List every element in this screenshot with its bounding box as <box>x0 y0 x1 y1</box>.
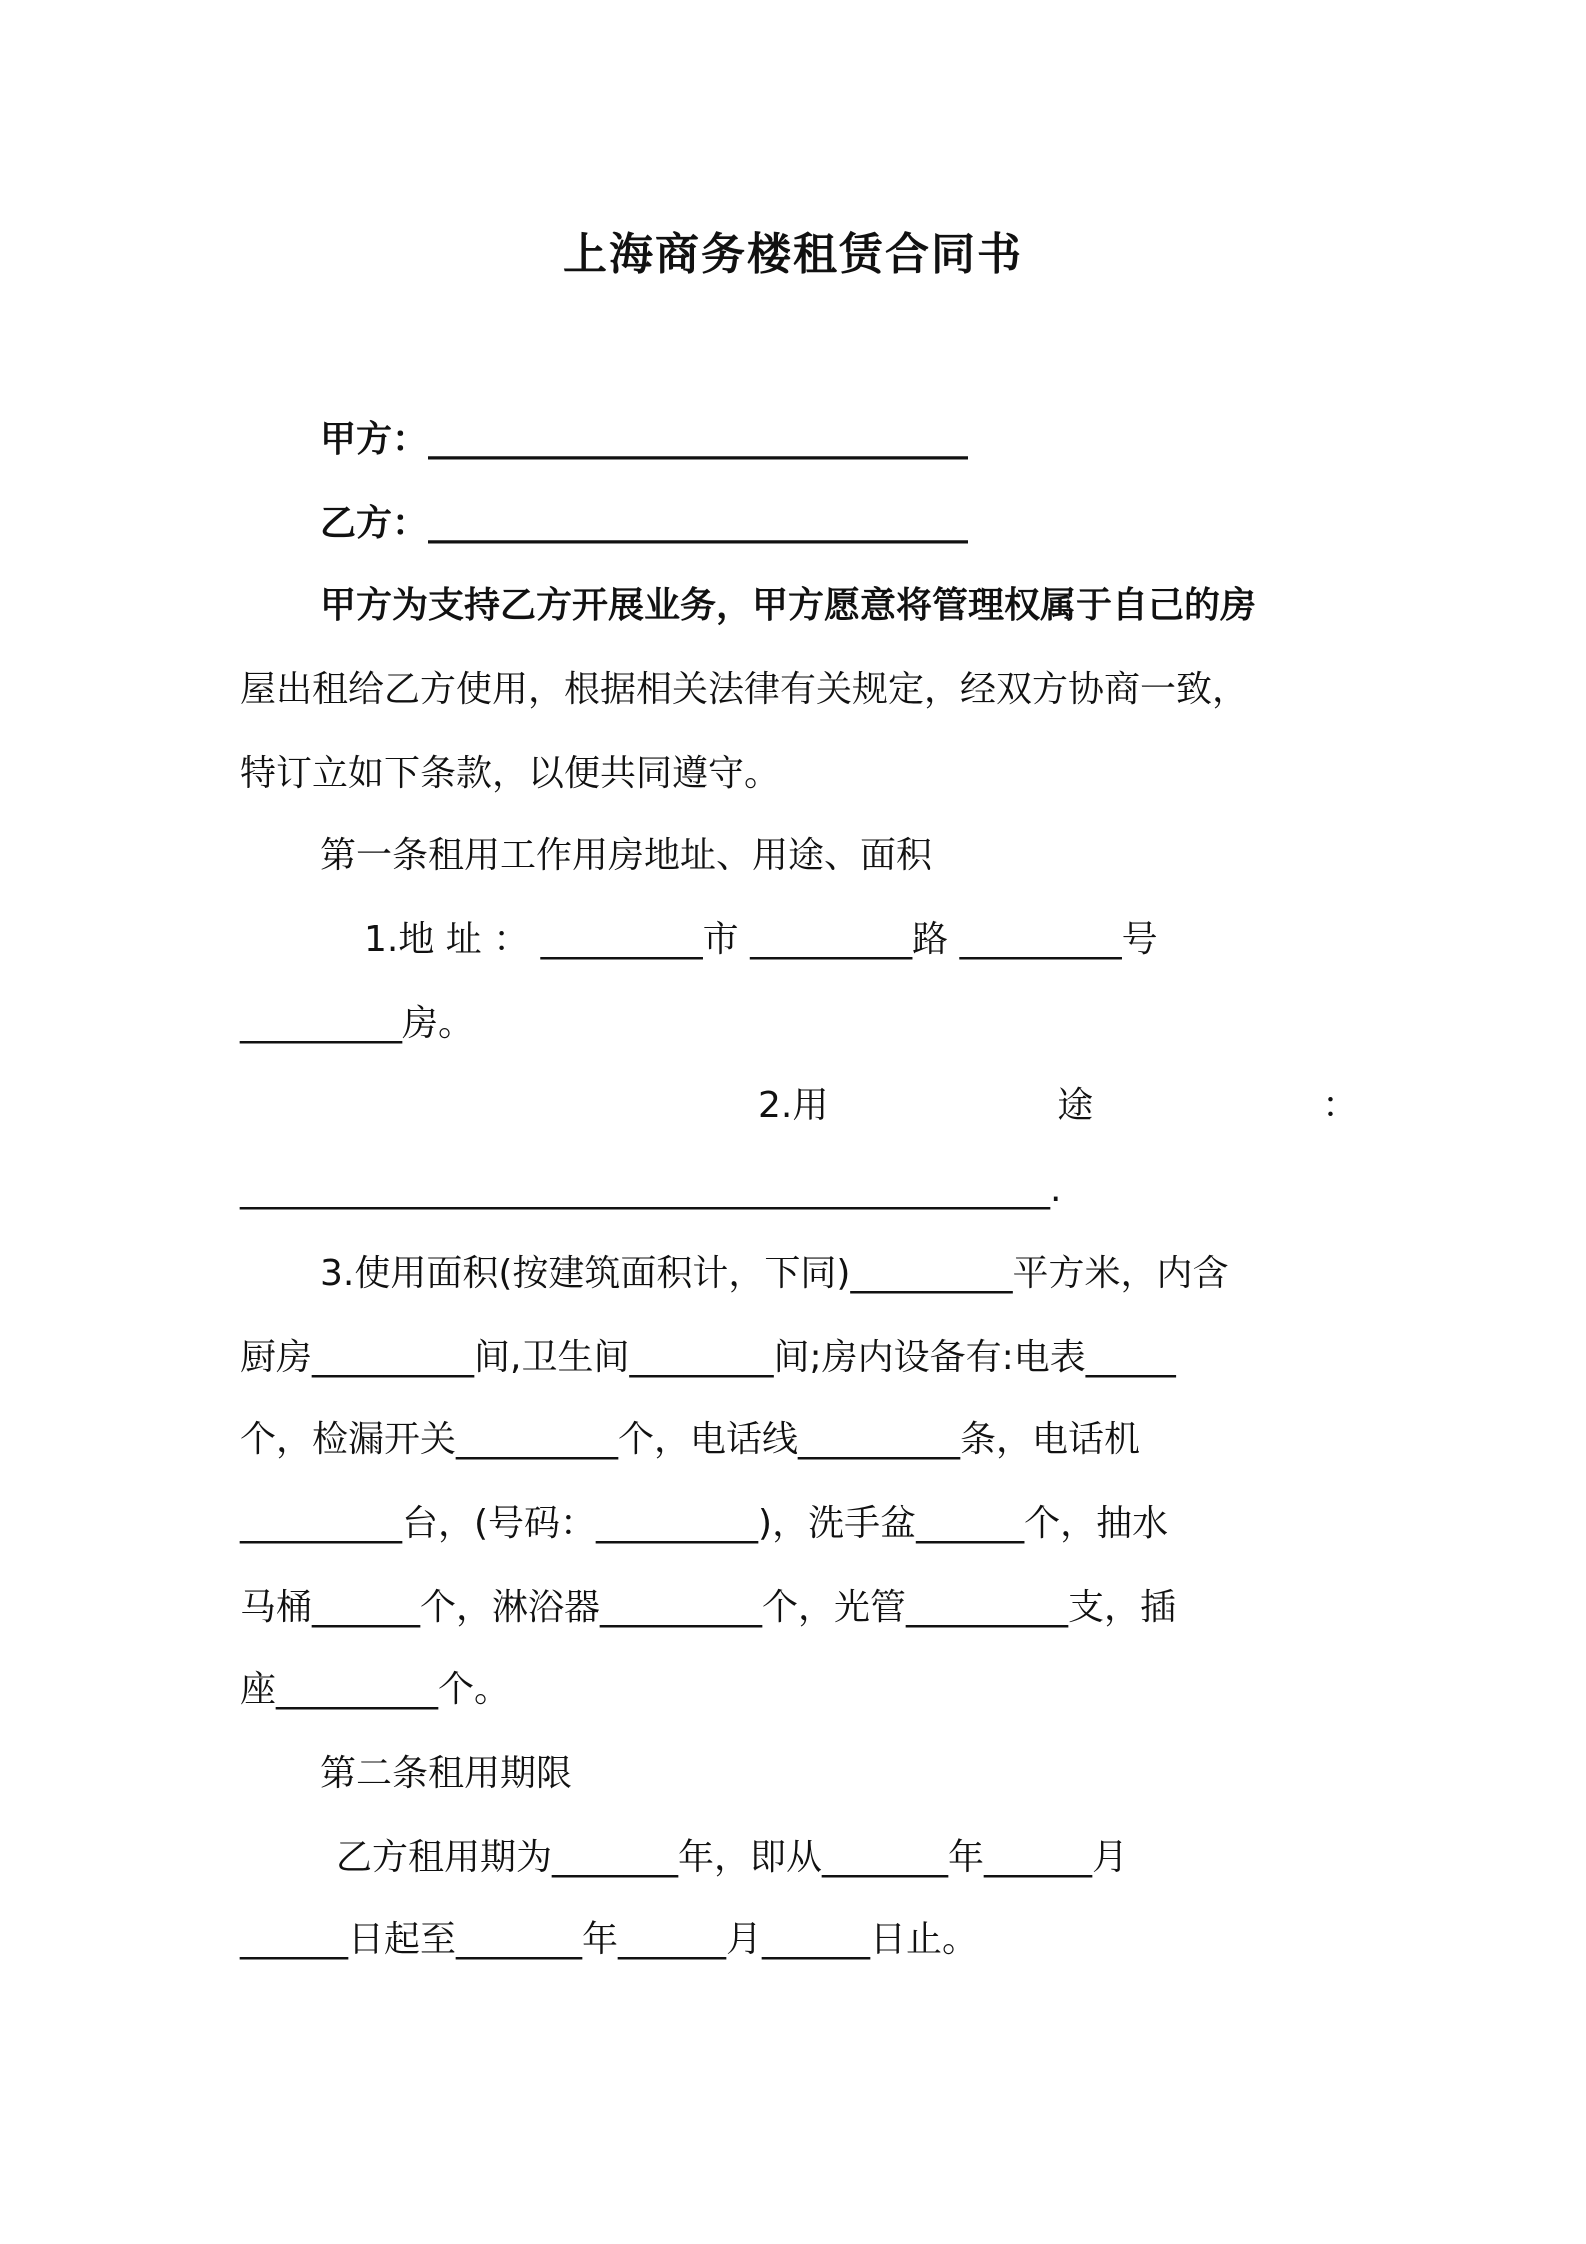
party-a-line: 甲方：______________________________ <box>320 419 969 460</box>
article-1-use-line-2: _____________________________________________. <box>240 1169 1062 1210</box>
intro-line-2: 屋出租给乙方使用，根据相关法律有关规定，经双方协商一致， <box>240 669 1249 710</box>
article-1-area-line-5: 马桶______个，淋浴器_________个，光管_________支，插 <box>240 1587 1177 1628</box>
article-1-use-line-1: 2.用 途 ： <box>758 1085 1359 1126</box>
intro-line-3: 特订立如下条款，以便共同遵守。 <box>240 753 781 794</box>
article-1-area-line-2: 厨房_________间,卫生间________间;房内设备有:电表_____ <box>240 1337 1176 1378</box>
article-1-area-line-3: 个，检漏开关_________个，电话线_________条，电话机 <box>240 1419 1141 1460</box>
article-1-area-line-1: 3.使用面积(按建筑面积计，下同)_________平方米，内含 <box>320 1253 1229 1294</box>
article-1-heading: 第一条租用工作用房地址、用途、面积 <box>320 835 933 876</box>
article-1-address-line-2: _________房。 <box>240 1003 475 1044</box>
article-1-area-line-6: 座_________个。 <box>240 1669 511 1710</box>
article-2-heading: 第二条租用期限 <box>320 1753 573 1794</box>
document-title: 上海商务楼租赁合同书 <box>563 229 1023 280</box>
article-2-term-line-2: ______日起至_______年______月______日止。 <box>240 1919 979 1960</box>
article-1-area-line-4: _________台，(号码：_________)，洗手盆______个，抽水 <box>240 1503 1169 1544</box>
party-b-line: 乙方：______________________________ <box>320 503 969 544</box>
intro-line-1: 甲方为支持乙方开展业务，甲方愿意将管理权属于自己的房 <box>320 585 1257 626</box>
article-2-term-line-1: 乙方租用期为_______年，即从_______年______月 <box>336 1837 1129 1878</box>
article-1-address-line-1: 1.地 址 ： _________市 _________路 _________号 <box>364 919 1158 960</box>
